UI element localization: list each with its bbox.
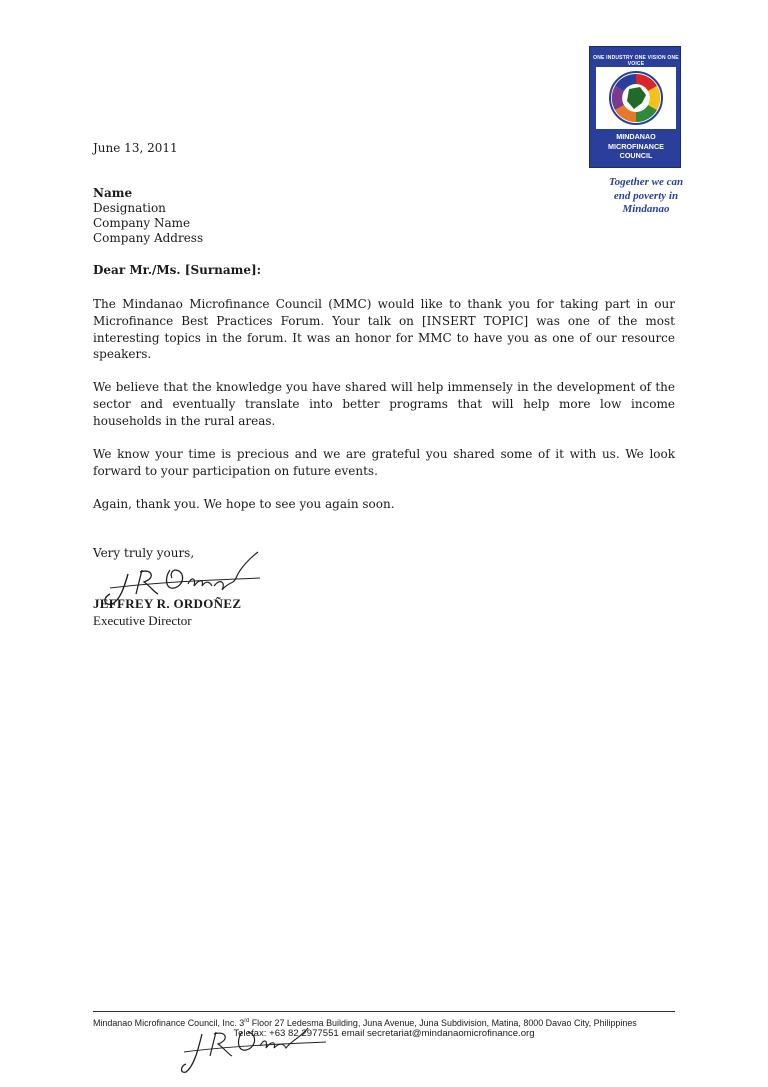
logo-name-line: COUNCIL [619,151,653,160]
recipient-company: Company Name [93,216,191,230]
body-paragraph: We know your time is precious and we are grateful you shared some of it with us. We look forward to your participation on future events. [93,447,675,478]
logo-name-line: MINDANAO [616,132,656,141]
logo-name [590,132,682,161]
body-paragraph: Again, thank you. We hope to see you again soon. [93,497,395,511]
footer-address-pre: Mindanao Microfinance Council, Inc. 3 [93,1018,245,1030]
letter-date: June 13, 2011 [93,141,178,155]
footer-address-post: Floor 27 Ledesma Building, Juna Avenue, Juna Subdivision, Matina, 8000 Davao City, Philippines [249,1018,637,1030]
mmc-logo [589,46,681,168]
footer-contact: Telefax: +63 82 2977551 email secretariat@mindanaomicrofinance.org [233,1028,535,1039]
body-paragraph: The Mindanao Microfinance Council (MMC) would like to thank you for taking part in our Microfinance Best Practices Forum. Your talk on [INSERT TOPIC] was one of the most interesting topics in the forum. It was an honor for MMC to have you as one of our resource speakers. [93,297,675,362]
body-paragraph: We believe that the knowledge you have shared will help immensely in the development of the sector and eventually translate into better programs that will help more low income households in the rural areas. [93,380,675,428]
logo-emblem-icon [596,67,676,129]
recipient-designation: Designation [93,201,166,215]
logo-top-text: ONE INDUSTRY ONE VISION ONE VOICE [593,55,679,67]
footer-address-sup: rd [244,1018,250,1024]
logo-name-line: MICROFINANCE [608,141,664,151]
salutation: Dear Mr./Ms. [Surname]: [93,263,262,277]
recipient-name: Name [93,186,133,200]
signatory-title: Executive Director [93,613,192,628]
footer-divider [93,1011,675,1012]
closing: Very truly yours, [93,546,195,560]
signatory-name: JEFFREY R. ORDOÑEZ [93,596,242,611]
recipient-address: Company Address [93,231,204,245]
tagline: Together we can end poverty in Mindanao [608,176,684,215]
